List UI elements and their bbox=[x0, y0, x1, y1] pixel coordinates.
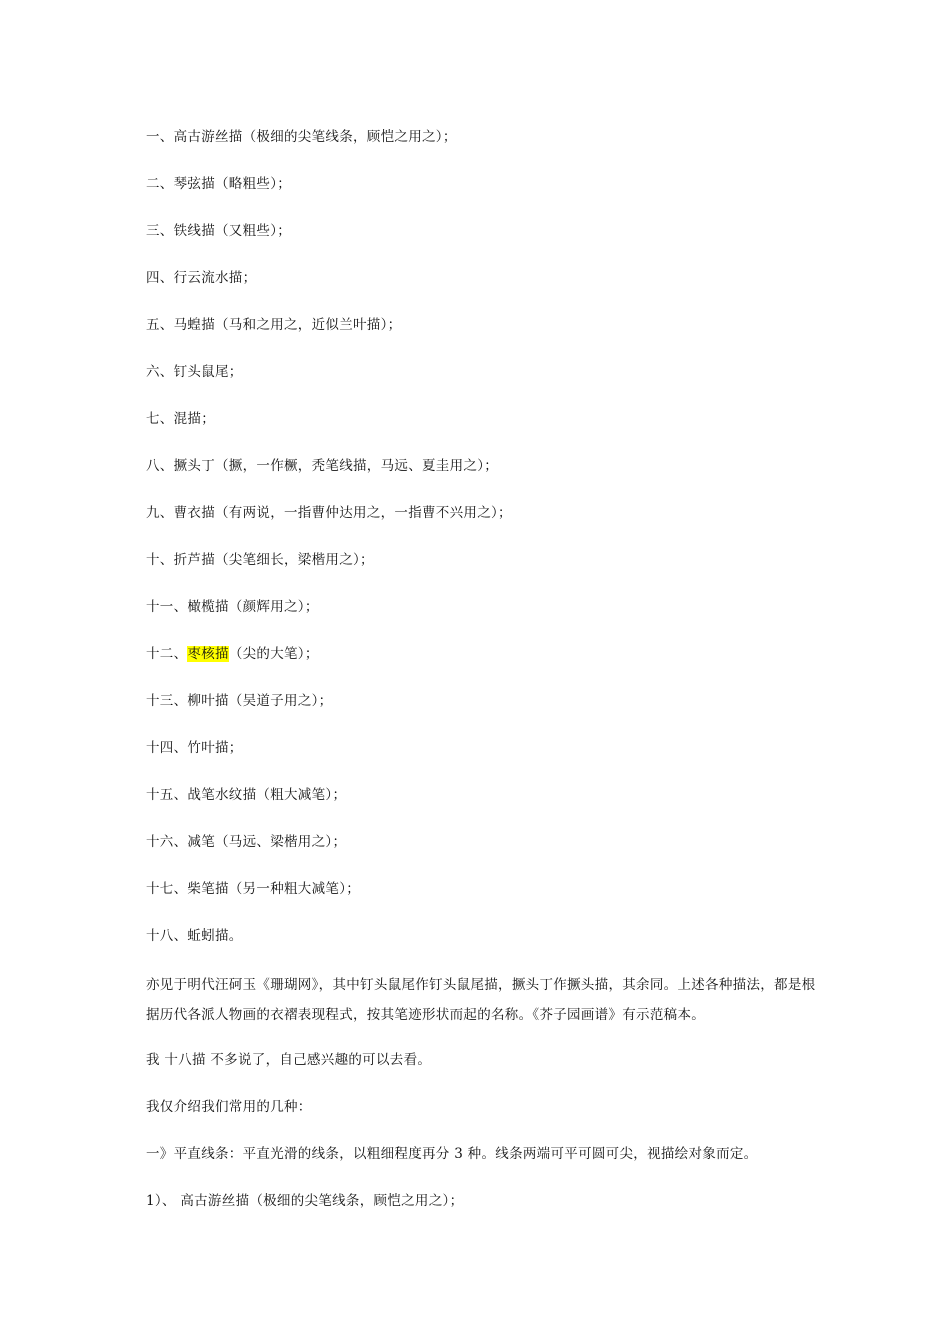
list-item: 四、行云流水描； bbox=[146, 270, 257, 286]
note-line: 我 十八描 不多说了，自己感兴趣的可以去看。 bbox=[146, 1052, 432, 1068]
list-item-prefix: 十二、 bbox=[146, 646, 188, 662]
highlighted-text: 枣核描 bbox=[187, 646, 229, 662]
list-item: 一、高古游丝描（极细的尖笔线条，顾恺之用之）； bbox=[146, 129, 457, 145]
list-item-suffix: （尖的大笔）； bbox=[228, 646, 319, 662]
list-item: 七、混描； bbox=[146, 411, 215, 427]
list-item: 八、撅头丁（撅，一作橛，秃笔线描，马远、夏圭用之）； bbox=[146, 458, 499, 474]
note-line: 我仅介绍我们常用的几种： bbox=[146, 1099, 312, 1115]
list-item: 十七、柴笔描（另一种粗大减笔）； bbox=[146, 881, 361, 897]
list-item: 二、琴弦描（略粗些）； bbox=[146, 176, 292, 192]
list-item: 十五、战笔水纹描（粗大减笔）； bbox=[146, 787, 347, 803]
list-item: 十一、橄榄描（颜辉用之）； bbox=[146, 599, 319, 615]
list-item: 五、马蝗描（马和之用之，近似兰叶描）； bbox=[146, 317, 402, 333]
body-paragraph: 亦见于明代汪砢玉《珊瑚网》，其中钉头鼠尾作钉头鼠尾描，撅头丁作撅头描，其余同。上述各种描法，都是根据历代各派人物画的衣褶表现程式，按其笔迹形状而起的名称。《芥子园画谱》有示范稿本。 bbox=[146, 977, 816, 1023]
list-item: 九、曹衣描（有两说，一指曹仲达用之，一指曹不兴用之）； bbox=[146, 505, 512, 521]
list-item: 三、铁线描（又粗些）； bbox=[146, 223, 292, 239]
list-item: 十八、蚯蚓描。 bbox=[146, 928, 243, 944]
note-line: 1）、 高古游丝描（极细的尖笔线条，顾恺之用之）； bbox=[146, 1193, 464, 1209]
list-item: 十三、柳叶描（吴道子用之）； bbox=[146, 693, 333, 709]
note-line: 一》平直线条：平直光滑的线条，以粗细程度再分 3 种。线条两端可平可圆可尖，视描绘对象而定。 bbox=[146, 1146, 758, 1162]
list-item-highlighted bbox=[146, 645, 319, 663]
list-item: 十六、减笔（马远、梁楷用之）； bbox=[146, 834, 347, 850]
list-item: 十四、竹叶描； bbox=[146, 740, 243, 756]
list-item: 六、钉头鼠尾； bbox=[146, 364, 243, 380]
list-item: 十、折芦描（尖笔细长，梁楷用之）； bbox=[146, 552, 374, 568]
